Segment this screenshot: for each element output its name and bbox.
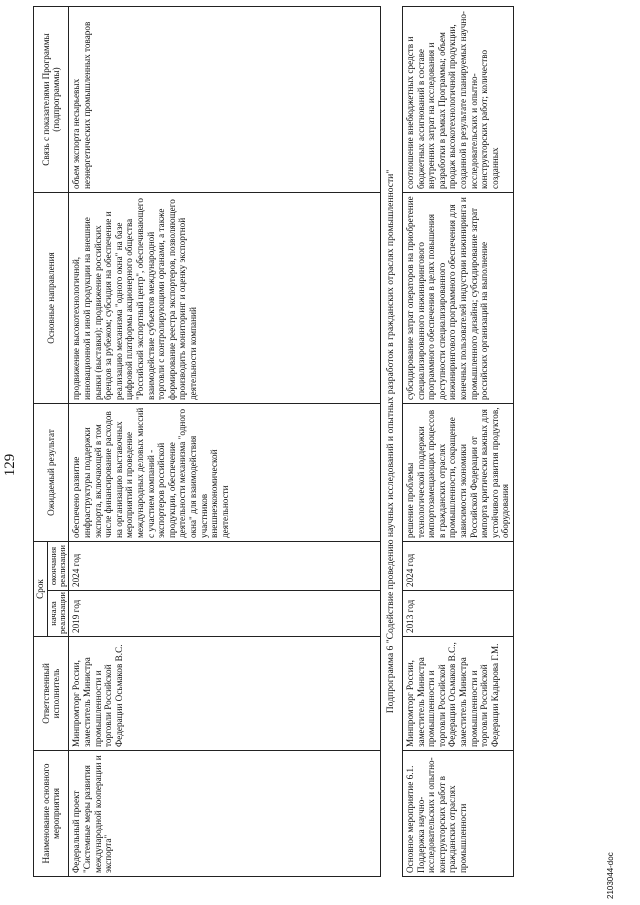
header-responsible: Ответственный исполнитель xyxy=(34,637,69,751)
measures-table xyxy=(33,6,514,877)
page-number: 129 xyxy=(2,453,18,477)
cell-responsible: Минпромторг России, заместитель Министра промышленности и торговли Российской Федерации Осьмаков В.С. xyxy=(69,637,381,751)
cell-name: Федеральный проект "Системные меры развития международной кооперации и экспорта" xyxy=(69,751,381,877)
header-name: Наименование основного мероприятия xyxy=(34,751,69,877)
table-row xyxy=(69,7,381,877)
header-result: Ожидаемый результат xyxy=(34,404,69,542)
cell-end: 2024 год xyxy=(403,542,514,591)
header-end: окончания реализации xyxy=(47,542,69,591)
cell-result: решение проблемы технологической поддержки импортозамещающих процессов в гражданских отраслях промышленности, сокращение зависимости экономики Российской Федерации от импорта критически важных для устойчивого развития продуктов, оборудования xyxy=(403,404,514,542)
cell-end: 2024 год xyxy=(69,542,381,591)
cell-directions: продвижение высокотехнологичной, инновационной и иной продукции на внешние рынки (выставки); продвижение российских брендов за рубежом; субсидия на обеспечение и реализацию механизма "одного окна" на базе цифровой платформы акционерного общества "Российский экспортный центр", обеспечивающего взаимодействие субъектов международной торговли с контролирующими органами, а также формирование реестра экспортеров, позволяющего производить мониторинг и оценку экспортной деятельности компаний xyxy=(69,193,381,404)
cell-link: объем экспорта несырьевых неэнергетических промышленных товаров xyxy=(69,7,381,193)
cell-name: Основное мероприятие 6.1. Поддержка научно-исследовательских и опытно-конструкторских работ в гражданских отраслях промышленности xyxy=(403,751,514,877)
cell-responsible: Минпромторг России, заместитель Министра промышленности и торговли Российской Федерации Осьмаков В.С., заместитель Министра промышленности и торговли Российской Федерации Кадырова Г.М. xyxy=(403,637,514,751)
document-id: 2103044-doc xyxy=(606,852,615,899)
cell-start: 2019 год xyxy=(69,591,381,637)
cell-link: соотношение внебюджетных средств и бюджетных ассигнований в составе внутренних затрат на исследования и разработки в рамках Программы; объем продаж высокотехнологичной продукции, созданной в результате планируемых научно-исследовательских и опытно-конструкторских работ; количество созданных xyxy=(403,7,514,193)
cell-directions: субсидирование затрат операторов на приобретение специализированного инжинирингового программного обеспечения в целях повышения доступности специализированного инжинирингового программного обеспечения для конечных пользователей индустрии инжиниринга и промышленного дизайна; субсидирование затрат российских организаций на выполнение xyxy=(403,193,514,404)
header-srok: Срок xyxy=(34,542,48,637)
cell-start: 2013 год xyxy=(403,591,514,637)
header-row xyxy=(34,7,48,877)
subprogram-title: Подпрограмма 6 "Содействие проведению научных исследований и опытных разработок в гражданских отраслях промышленности" xyxy=(381,7,403,877)
cell-result: обеспечено развитие инфраструктуры поддержки экспорта, включающей в том числе финансирование расходов на организацию выставочных мероприятий и проведение международных деловых миссий с участием компаний - экспортеров российской продукции, обеспечение деятельности механизма "одного окна" для взаимодействия участников внешнеэкономической деятельности xyxy=(69,404,381,542)
header-directions: Основные направления xyxy=(34,193,69,404)
header-start: начала реализации xyxy=(47,591,69,637)
header-link: Связь с показателями Программы (подпрограммы) xyxy=(34,7,69,193)
subprogram-row xyxy=(381,7,403,877)
table-row xyxy=(403,7,514,877)
